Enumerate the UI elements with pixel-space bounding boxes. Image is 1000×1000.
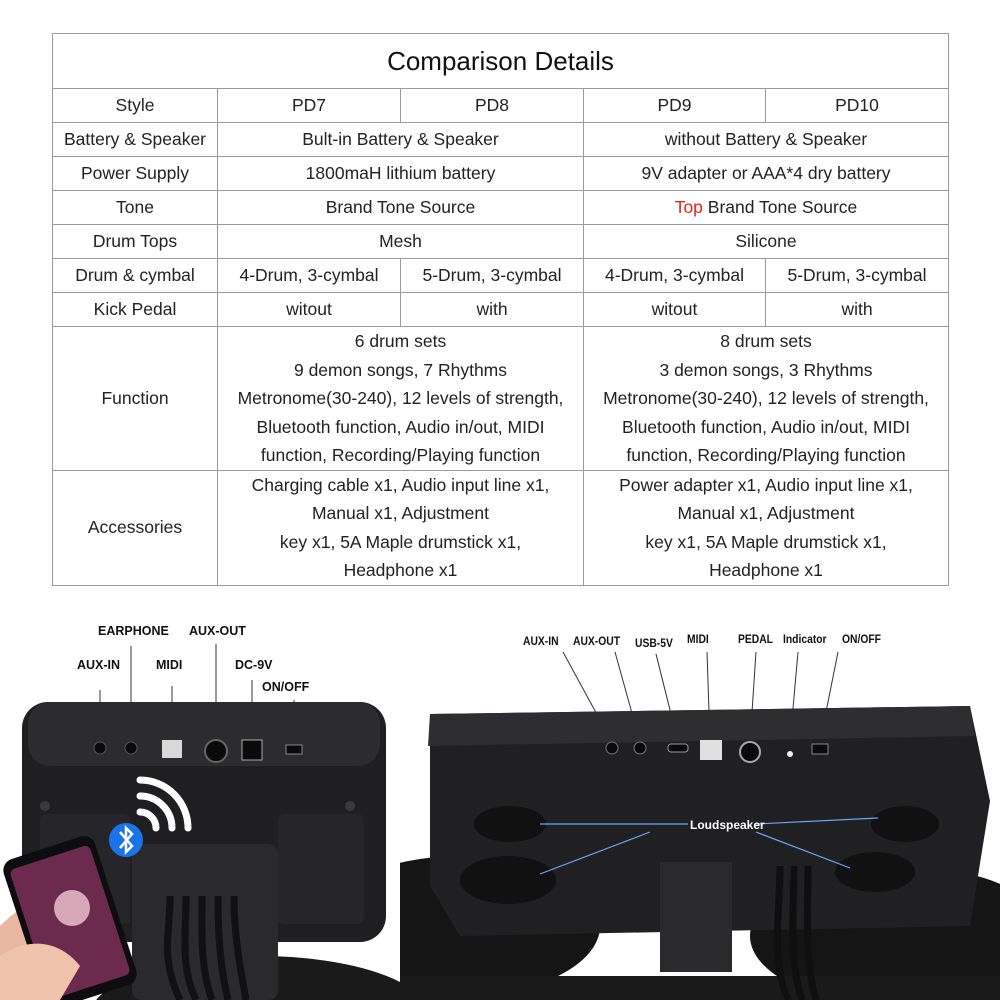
row-label: Tone <box>53 191 218 225</box>
device-top-edge <box>28 702 380 766</box>
table-row-function <box>53 327 949 471</box>
line: key x1, 5A Maple drumstick x1, <box>279 531 522 552</box>
earphone-port <box>125 742 137 754</box>
cell-right: without Battery & Speaker <box>584 123 949 157</box>
cell-pd8: 5-Drum, 3-cymbal <box>401 259 584 293</box>
label-aux-in: AUX-IN <box>523 634 559 648</box>
aux-in-port <box>606 742 618 754</box>
usb-5v-port <box>668 744 688 752</box>
cell-pd8: with <box>401 293 584 327</box>
left-device-photo <box>0 596 400 1000</box>
cell-right <box>584 191 949 225</box>
cell-pd9: 4-Drum, 3-cymbal <box>584 259 766 293</box>
dc-9v-port <box>242 740 262 760</box>
cell-pd10: 5-Drum, 3-cymbal <box>766 259 949 293</box>
cell-text: Brand Tone Source <box>702 197 858 217</box>
aux-out-port <box>634 742 646 754</box>
line: Bluetooth function, Audio in/out, MIDI <box>256 416 545 437</box>
table-row-power-supply <box>53 157 949 191</box>
cell-right: 9V adapter or AAA*4 dry battery <box>584 157 949 191</box>
table-row-tone <box>53 191 949 225</box>
label-pedal: PEDAL <box>738 632 773 646</box>
aux-in-port <box>94 742 106 754</box>
row-label: Battery & Speaker <box>53 123 218 157</box>
row-label: Style <box>53 89 218 123</box>
line: function, Recording/Playing function <box>626 445 906 465</box>
bluetooth-icon <box>109 823 143 857</box>
label-aux-out: AUX-OUT <box>573 634 621 648</box>
indicator-light <box>787 751 793 757</box>
cell-pd10: PD10 <box>766 89 949 123</box>
row-label: Accessories <box>53 470 218 585</box>
line: 3 demon songs, 3 Rhythms <box>659 359 873 380</box>
row-label: Function <box>53 327 218 471</box>
label-on-off: ON/OFF <box>262 680 310 694</box>
label-earphone: EARPHONE <box>98 624 169 638</box>
table-row-kick-pedal <box>53 293 949 327</box>
cell-pd7: PD7 <box>218 89 401 123</box>
label-dc-9v: DC-9V <box>235 658 273 672</box>
album-art <box>54 890 90 926</box>
line: Bluetooth function, Audio in/out, MIDI <box>622 416 910 437</box>
midi-port <box>162 740 182 758</box>
speaker-grille <box>474 806 546 842</box>
line: key x1, 5A Maple drumstick x1, <box>645 531 887 552</box>
line: Manual x1, Adjustment <box>677 503 855 523</box>
speaker-grille <box>871 806 939 842</box>
label-on-off: ON/OFF <box>842 632 881 646</box>
line: Headphone x1 <box>709 560 823 580</box>
cell-left <box>218 470 584 585</box>
row-label: Drum Tops <box>53 225 218 259</box>
cell-left <box>218 327 584 471</box>
cell-pd8: PD8 <box>401 89 584 123</box>
stand-mount <box>660 862 732 972</box>
cell-left: Mesh <box>218 225 584 259</box>
power-switch <box>286 745 302 754</box>
cell-left: Bult-in Battery & Speaker <box>218 123 584 157</box>
aux-out-port <box>205 740 227 762</box>
table-title-row <box>53 34 949 89</box>
line: Metronome(30-240), 12 levels of strength, <box>603 388 929 408</box>
table-row-style <box>53 89 949 123</box>
table-row-accessories <box>53 470 949 585</box>
cell-pd7: 4-Drum, 3-cymbal <box>218 259 401 293</box>
line: Manual x1, Adjustment <box>311 503 490 523</box>
cell-left: Brand Tone Source <box>218 191 584 225</box>
row-label: Kick Pedal <box>53 293 218 327</box>
cell-right <box>584 470 949 585</box>
line: 6 drum sets <box>354 331 447 351</box>
line: Headphone x1 <box>343 560 458 580</box>
line: Charging cable x1, Audio input line x1, <box>251 474 550 495</box>
table-title: Comparison Details <box>53 34 949 89</box>
cell-left: 1800maH lithium battery <box>218 157 584 191</box>
line: function, Recording/Playing function <box>260 445 541 465</box>
cell-pd9: witout <box>584 293 766 327</box>
right-device-illustration <box>400 596 1000 1000</box>
speaker-grille <box>835 852 915 892</box>
screw <box>345 801 355 811</box>
pedal-port <box>740 742 760 762</box>
line: 9 demon songs, 7 Rhythms <box>293 359 508 380</box>
row-label: Drum & cymbal <box>53 259 218 293</box>
table-row-battery-speaker <box>53 123 949 157</box>
row-label: Power Supply <box>53 157 218 191</box>
line: Power adapter x1, Audio input line x1, <box>619 474 913 495</box>
screw <box>40 801 50 811</box>
label-loudspeaker: Loudspeaker <box>690 818 765 832</box>
label-midi: MIDI <box>156 658 183 672</box>
cell-right: Silicone <box>584 225 949 259</box>
left-device-illustration <box>0 596 400 1000</box>
right-device-photo <box>400 596 1000 1000</box>
midi-port <box>700 740 722 760</box>
label-midi: MIDI <box>687 632 709 646</box>
line: Metronome(30-240), 12 levels of strength, <box>237 388 564 408</box>
highlight-text: Top <box>674 197 703 217</box>
line: 8 drum sets <box>720 331 812 351</box>
label-aux-in: AUX-IN <box>77 658 121 672</box>
cell-pd10: with <box>766 293 949 327</box>
table-row-drum-cymbal <box>53 259 949 293</box>
cell-right <box>584 327 949 471</box>
speaker-grille <box>460 856 556 904</box>
power-switch <box>812 744 828 754</box>
label-indicator: Indicator <box>783 632 827 646</box>
table-row-drum-tops <box>53 225 949 259</box>
stand-bar <box>400 976 1000 1000</box>
battery-cover <box>278 814 364 924</box>
comparison-table <box>52 33 949 586</box>
label-usb-5v: USB-5V <box>635 636 673 650</box>
cell-pd7: witout <box>218 293 401 327</box>
label-aux-out: AUX-OUT <box>189 624 246 638</box>
cell-pd9: PD9 <box>584 89 766 123</box>
